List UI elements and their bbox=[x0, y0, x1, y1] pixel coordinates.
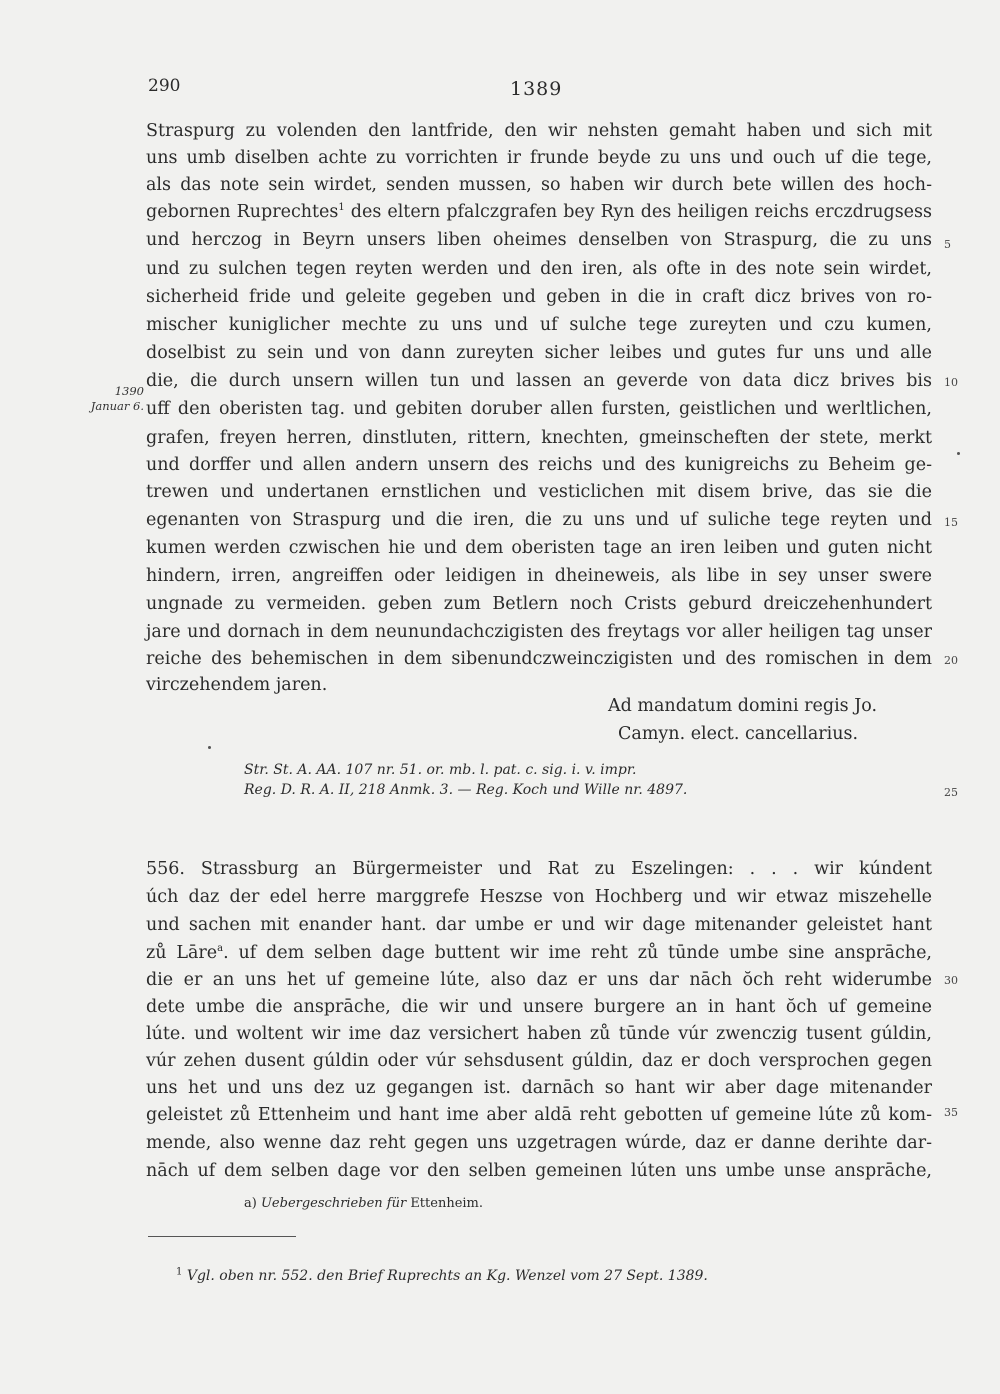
body-line: grafen, freyen herren, dinstluten, rittern, knechten, gmeinscheften der stete, merkt bbox=[146, 428, 932, 448]
page-number: 290 bbox=[148, 76, 181, 96]
body-line: und zu sulchen tegen reyten werden und den iren, als ofte in des note sein wirdet, bbox=[146, 259, 932, 279]
body-line: 556. Strassburg an Bürgermeister und Rat zu Eszelingen: . . . wir kúndent bbox=[146, 859, 932, 879]
footnote-1-marker: 1 bbox=[176, 1266, 183, 1278]
body-line: lúte. und woltent wir ime daz versichert haben zů tūnde vúr zwenczig tusent gúldin, bbox=[146, 1024, 932, 1044]
line-number: 25 bbox=[944, 786, 958, 799]
stray-mark bbox=[957, 452, 960, 455]
footnote-ref: 1 bbox=[338, 202, 345, 214]
body-line: doselbist zu sein und von dann zureyten sicher leibes und gutes fur uns und alle bbox=[146, 343, 932, 363]
body-line: uns het und uns dez uz gegangen ist. darnāch so hant wir aber dage mitenander bbox=[146, 1078, 932, 1098]
side-date-year: 1390 bbox=[114, 384, 144, 398]
body-line-start: zů Lāre bbox=[146, 943, 218, 963]
page-year: 1389 bbox=[510, 78, 563, 100]
body-line: mischer kuniglicher mechte zu uns und uf sulche tege zureyten und czu kumen, bbox=[146, 315, 932, 335]
stray-mark bbox=[208, 746, 211, 749]
body-line: egenanten von Straspurg und die iren, die zu uns und uf suliche tege reyten und bbox=[146, 510, 932, 530]
footnote-1-text: Vgl. oben nr. 552. den Brief Ruprechts an Kg. Wenzel vom 27 Sept. 1389. bbox=[186, 1268, 708, 1284]
footnote-a-italic: Uebergeschrieben für bbox=[260, 1196, 407, 1211]
source-line-1: Str. St. A. AA. 107 nr. 51. or. mb. l. pat. c. sig. i. v. impr. bbox=[244, 762, 637, 778]
line-number: 10 bbox=[944, 376, 958, 389]
footnote-a-rest: Ettenheim. bbox=[410, 1196, 483, 1211]
body-line: Straspurg zu volenden den lantfride, den wir nehsten gemaht haben und sich mit bbox=[146, 121, 932, 141]
line-number: 35 bbox=[944, 1106, 958, 1119]
body-line: uns umb diselben achte zu vorrichten ir frunde beyde zu uns und ouch uf die tege, bbox=[146, 148, 932, 168]
body-line-start: gebornen Ruprechtes bbox=[146, 202, 339, 222]
body-line-rest: . uf dem selben dage buttent wir ime reht zů tūnde umbe sine ansprāche, bbox=[223, 943, 932, 963]
body-line: úch daz der edel herre marggrefe Heszse von Hochberg und wir etwaz miszehelle bbox=[146, 887, 932, 907]
body-line: virczehendem jaren. bbox=[146, 675, 328, 695]
body-line: uff den oberisten tag. und gebiten doruber allen fursten, geistlichen und werltlichen, bbox=[146, 399, 932, 419]
body-line: nāch uf dem selben dage vor den selben gemeinen lúten uns umbe unse ansprāche, bbox=[146, 1161, 932, 1181]
footnote-divider bbox=[148, 1236, 296, 1237]
line-number: 20 bbox=[944, 654, 958, 667]
body-line: geleistet zů Ettenheim und hant ime aber aldā reht gebotten uf gemeine lúte zů kom- bbox=[146, 1105, 932, 1125]
body-line: hindern, irren, angreiffen oder leidigen in dheineweis, als libe in sey unser swere bbox=[146, 566, 932, 586]
body-line: dete umbe die ansprāche, die wir und unsere burgere an in hant ŏch uf gemeine bbox=[146, 997, 932, 1017]
body-line: jare und dornach in dem neunundachczigisten des freytags vor aller heiligen tag unser bbox=[146, 622, 932, 642]
line-number: 15 bbox=[944, 516, 958, 529]
body-line: die, die durch unsern willen tun und lassen an geverde von data dicz brives bis bbox=[146, 371, 932, 391]
body-line: und dorffer und allen andern unsern des reichs und des kunigreichs zu Beheim ge- bbox=[146, 455, 932, 475]
body-line: mende, also wenne daz reht gegen uns uzgetragen wúrde, daz er danne derihte dar- bbox=[146, 1133, 932, 1153]
footnote-1 bbox=[176, 1268, 708, 1284]
body-line-rest: des eltern pfalczgrafen bey Ryn des heiligen reichs erczdrugsess bbox=[350, 202, 932, 222]
body-line: vúr zehen dusent gúldin oder vúr sehsdusent gúldin, daz er doch versprochen gegen bbox=[146, 1051, 932, 1071]
signature-line-1: Ad mandatum domini regis Jo. bbox=[608, 696, 878, 716]
signature-line-2: Camyn. elect. cancellarius. bbox=[618, 724, 859, 744]
footnote-ref: a bbox=[217, 943, 224, 955]
body-line: die er an uns het uf gemeine lúte, also daz er uns dar nāch ŏch reht widerumbe bbox=[146, 970, 932, 990]
body-line: und herczog in Beyrn unsers liben oheimes denselben von Straspurg, die zu uns bbox=[146, 230, 932, 250]
source-line-2: Reg. D. R. A. II, 218 Anmk. 3. — Reg. Koch und Wille nr. 4897. bbox=[244, 782, 688, 798]
line-number: 5 bbox=[944, 238, 951, 251]
footnote-a bbox=[244, 1196, 483, 1211]
body-line bbox=[146, 199, 932, 225]
body-line: und sachen mit enander hant. dar umbe er und wir dage mitenander geleistet hant bbox=[146, 915, 932, 935]
body-line: ungnade zu vermeiden. geben zum Betlern noch Crists geburd dreiczehenhundert bbox=[146, 594, 932, 614]
body-line: als das note sein wirdet, senden mussen, so haben wir durch bete willen des hoch- bbox=[146, 175, 932, 195]
side-date-day: Januar 6. bbox=[90, 399, 144, 413]
body-line bbox=[146, 940, 932, 966]
body-line: trewen und undertanen ernstlichen und vesticlichen mit disem brive, das sie die bbox=[146, 482, 932, 502]
footnote-a-marker: a) bbox=[244, 1196, 257, 1211]
body-line: kumen werden czwischen hie und dem oberisten tage an iren leiben und guten nicht bbox=[146, 538, 932, 558]
body-line: reiche des behemischen in dem sibenundczweinczigisten und des romischen in dem bbox=[146, 649, 932, 669]
body-line: sicherheid fride und geleite gegeben und geben in die in craft dicz brives von ro- bbox=[146, 287, 932, 307]
line-number: 30 bbox=[944, 974, 958, 987]
